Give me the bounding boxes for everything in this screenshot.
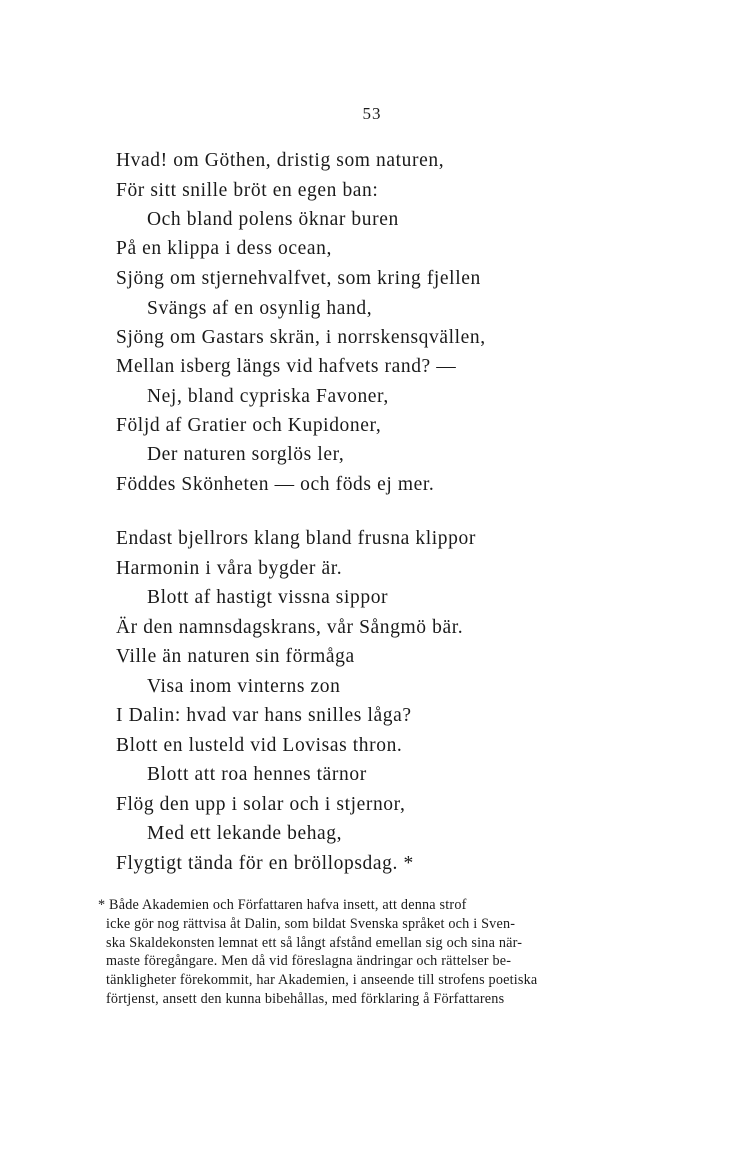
verse-line: För sitt snille bröt en egen ban: [116, 180, 379, 201]
footnote-line: * Både Akademien och Författaren hafva insett, att denna strof [98, 897, 467, 913]
verse-line: Och bland polens öknar buren [147, 209, 399, 230]
verse-line: Hvad! om Göthen, dristig som naturen, [116, 150, 445, 171]
verse-line: Mellan isberg längs vid hafvets rand? — [116, 356, 457, 377]
footnote-line: ska Skaldekonsten lemnat ett så långt afstånd emellan sig och sina när- [106, 934, 523, 951]
footnote [98, 896, 574, 1009]
verse-line: På en klippa i dess ocean, [116, 238, 332, 259]
verse-line: Ville än naturen sin förmåga [116, 646, 355, 667]
footnote-line: icke gör nog rättvisa åt Dalin, som bildat Svenska språket och i Sven- [106, 915, 516, 932]
footnote-line: förtjenst, ansett den kunna bibehållas, med förklaring å Författarens [106, 990, 505, 1007]
verse-line: Flög den upp i solar och i stjernor, [116, 794, 406, 815]
verse-line: Är den namnsdagskrans, vår Sångmö bär. [116, 617, 464, 638]
verse-line: Följd af Gratier och Kupidoner, [116, 415, 382, 436]
verse-line: Med ett lekande behag, [147, 823, 343, 844]
footnote-line: maste föregångare. Men då vid föreslagna ändringar och rättelser be- [106, 953, 512, 970]
footnote-line: tänkligheter förekommit, har Akademien, i anseende till strofens poetiska [106, 972, 538, 989]
verse-line: Visa inom vinterns zon [147, 676, 341, 697]
verse-line: Svängs af en osynlig hand, [147, 298, 373, 319]
verse-line: Föddes Skönheten — och föds ej mer. [116, 474, 435, 495]
verse-line: Blott af hastigt vissna sippor [147, 587, 389, 608]
verse-line: Nej, bland cypriska Favoner, [147, 386, 389, 407]
verse-line: Endast bjellrors klang bland frusna klippor [116, 528, 476, 549]
verse-line: Harmonin i våra bygder är. [116, 558, 343, 579]
verse-line: Blott att roa hennes tärnor [147, 764, 367, 785]
page-number: 53 [362, 104, 382, 123]
verse-line: Blott en lusteld vid Lovisas thron. [116, 735, 403, 756]
verse-line: Sjöng om Gastars skrän, i norrskensqvällen, [116, 327, 486, 348]
verse-line: Sjöng om stjernehvalfvet, som kring fjellen [116, 268, 481, 289]
verse-line: Der naturen sorglös ler, [147, 444, 345, 465]
verse-line: Flygtigt tända för en bröllopsdag. * [116, 853, 414, 874]
verse-line: I Dalin: hvad var hans snilles låga? [116, 705, 412, 726]
